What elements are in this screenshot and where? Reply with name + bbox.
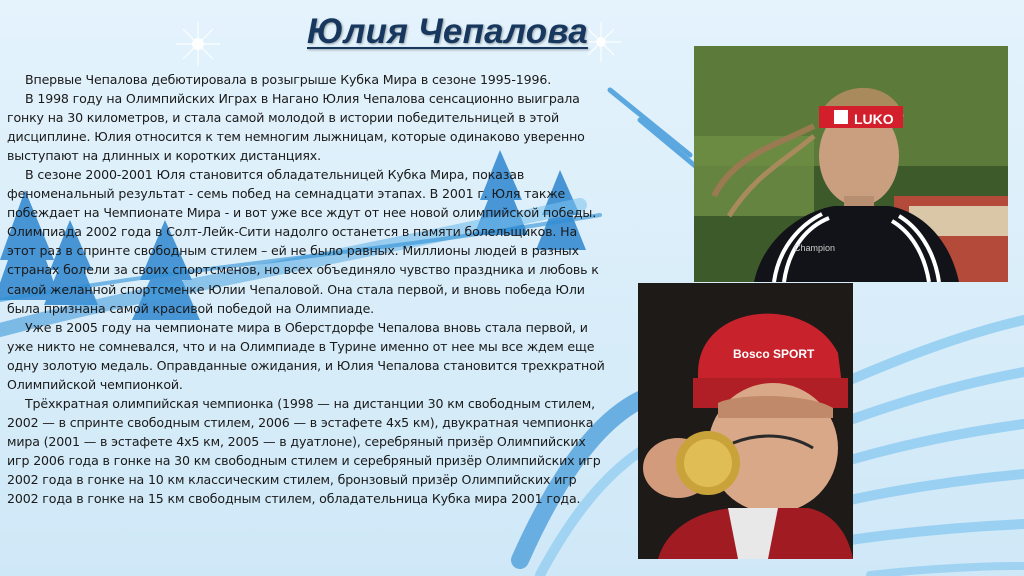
photo-athlete-medal <box>638 283 853 559</box>
headband-text: LUKO <box>854 111 894 127</box>
paragraph: Впервые Чепалова дебютировала в розыгрыше Кубка Мира в сезоне 1995-1996. <box>25 72 552 87</box>
page-title: Юлия Чепалова <box>307 12 588 51</box>
hat-text: Bosco SPORT <box>733 347 815 361</box>
paragraph: В 1998 году на Олимпийских Играх в Нагано Юлия Чепалова сенсационно выиграла гонку на 30 километров, и стала самой молодой в истории победительницей в этой дисциплине. Юлия относится к тем немногим лыжницам, которые одинаково уверенно выступают на длинных и коротких дистанциях. <box>7 91 585 164</box>
jacket-brand-text: Champion <box>794 243 836 253</box>
paragraph: В сезоне 2000-2001 Юля становится обладательницей Кубка Мира, показав феноменальный результат - семь побед на семнадцати этапах. В 2001 г. Юля также побеждает на Чемпионате Мира - и вот уже все ждут от нее новой олимпийской победы. Олимпиада 2002 года в Солт-Лейк-Сити надолго останется в памяти болельщиков. На этот раз в спринте свободным стилем – ей не было равных. Миллионы людей в разных странах болели за своих спортсменов, но всех объединяло чувство праздника и любовь к самой желанной спортсменке Юлии Чепаловой. Она стала первой, и вновь победа Юли была признана самой красивой победой на Олимпиаде. <box>7 167 599 316</box>
biography-text <box>7 70 607 508</box>
paragraph: Уже в 2005 году на чемпионате мира в Оберстдорфе Чепалова вновь стала первой, и уже никто не сомневался, что и на Олимпиаде в Турине именно от нее мы все ждем еще одну золотую медаль. Оправданные ожидания, и Юлия Чепалова становится трехкратной Олимпийской чемпионкой. <box>7 319 605 392</box>
paragraph: Трёхкратная олимпийская чемпионка (1998 — на дистанции 30 км свободным стилем, 2002 — в спринте свободным стилем, 2006 — в эстафете 4х5 км), двукратная чемпионка мира (2001 — в эстафете 4х5 км, 2005 — в дуатлоне), серебряный призёр Олимпийских игр 2006 года в гонке на 30 км свободным стилем и серебряный призёр Олимпийских игр 2002 года в гонке на 10 км классическим стилем, бронзовый призёр Олимпийских игр 2002 года в гонке на 15 км свободным стилем, обладательница Кубка мира 2001 года. <box>7 395 601 507</box>
photo-athlete-headband <box>694 46 1008 282</box>
